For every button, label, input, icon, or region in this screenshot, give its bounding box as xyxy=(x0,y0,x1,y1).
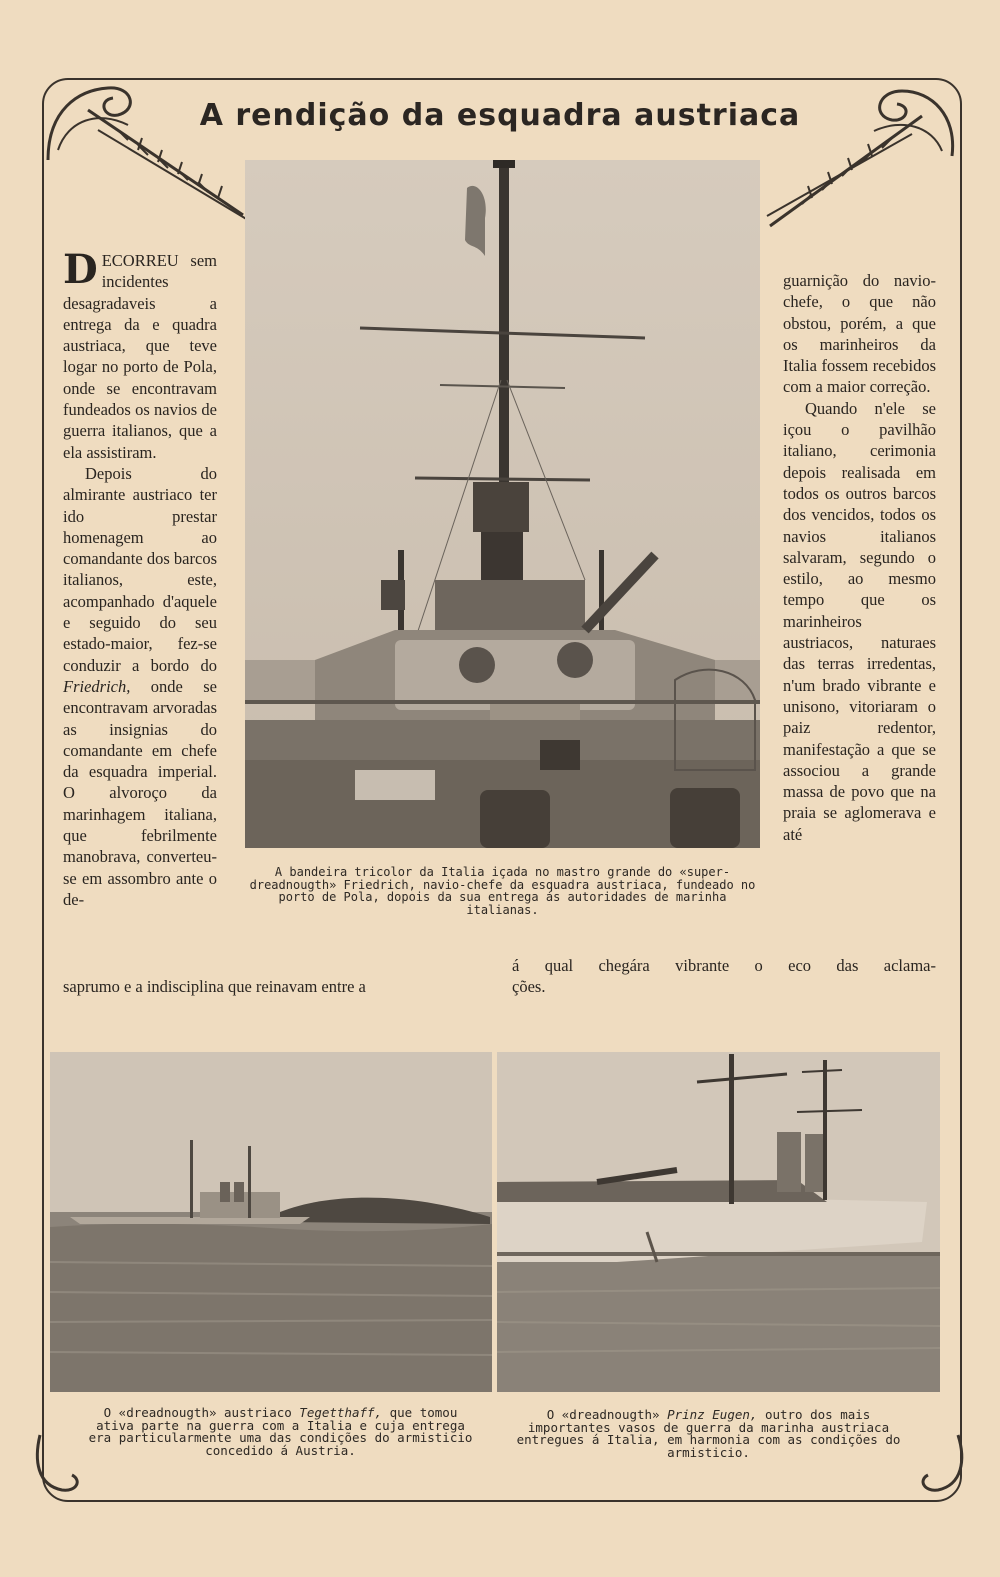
caption-left-text-a: O «dreadnougth» austriaco xyxy=(103,1405,300,1420)
ship-name-friedrich: Friedrich, xyxy=(63,676,131,696)
article-title: A rendição da esquadra austriaca xyxy=(199,98,801,133)
paragraph-crew: guarnição do navio-chefe, o que não obstou, porém, a que os marinheiros da Italia fossem recebidos com a maior correção. xyxy=(783,271,936,397)
article-bottom-right xyxy=(512,955,936,997)
ship-name-tegetthaff: Tegetthaff, xyxy=(299,1405,383,1420)
intro-text: sem incidentes desagradaveis a entrega da e quadra austriaca, que teve logar no porto de Pola, onde se encontravam fundeados os navios de guerra italianos, que a ela assistiram. xyxy=(63,251,217,462)
article-column-right xyxy=(783,270,936,845)
paragraph-intro xyxy=(63,246,217,463)
caption-main-text: A bandeira tricolor da Italia içada no mastro grande do «super-dreadnougth» Friedrich, navio-chefe da esquadra austriaca, fundeado no porto de Pola, dopois da sua entrega ás autoridades de marinha italianas. xyxy=(249,865,756,917)
main-photo-battleship-deck xyxy=(245,160,760,848)
caption-right-text-a: O «dreadnougth» xyxy=(546,1407,668,1422)
admiral-text-a: Depois do almirante austriaco ter ido prestar homenagem ao comandante dos barcos italianos, este, acompanhado d'aquele e seguido do seu estado-maior, fez-se conduzir a bordo do xyxy=(63,463,217,675)
dropcap-letter: D xyxy=(63,246,98,293)
caption-prinz-eugen xyxy=(516,1409,901,1459)
bottom-left-ornament xyxy=(32,1430,92,1500)
caption-left-text-b: que tomou ativa parte na guerra com a Italia e cuja entrega era particularmente uma das condições do armisticio concedido á Austria. xyxy=(88,1405,473,1458)
caption-tegetthaff xyxy=(88,1407,473,1457)
left-ornament xyxy=(38,70,258,240)
bottom-right-ornament xyxy=(910,1430,970,1500)
intro-lead-word: ECORREU xyxy=(101,251,179,270)
article-bottom-left xyxy=(63,976,475,997)
paragraph-flag: Quando n'ele se içou o pavilhão italiano, cerimonia depois realisada em todos os outros barcos dos vencidos, todos os navios italianos salvaram, segundo o estilo, ao mesmo tempo que os marinheiros austriacos, naturaes das terras irredentas, n'um brado vibrante e unisono, vitoriaram o paiz redentor, manifestação a que se associou a grande massa de povo que na praia se aglomerava e até xyxy=(783,398,936,844)
bottom-right-line1: á qual chegára vibrante o eco das aclama- xyxy=(512,956,936,975)
admiral-text-b: onde se encontravam arvoradas as insignias do comandante em chefe da esquadra imperial. O alvoroço da marinhagem italiana, que febrilmente manobrava, converteu-se em assombro ante o de- xyxy=(63,676,217,909)
caption-right-text-b: outro dos mais importantes vasos de guerra da marinha austriaca entregues á Italia, em harmonia com as condições do armisticio. xyxy=(516,1407,901,1460)
bottom-left-text: saprumo e a indisciplina que reinavam entre a xyxy=(63,977,366,996)
ship-name-prinz-eugen: Prinz Eugen, xyxy=(667,1407,758,1422)
article-column-left xyxy=(63,246,217,910)
paragraph-admiral xyxy=(63,463,217,910)
caption-main-photo xyxy=(245,866,760,916)
photo-prinz-eugen xyxy=(497,1052,940,1392)
photo-tegetthaff xyxy=(50,1052,492,1392)
bottom-right-line2: ções. xyxy=(512,977,546,996)
